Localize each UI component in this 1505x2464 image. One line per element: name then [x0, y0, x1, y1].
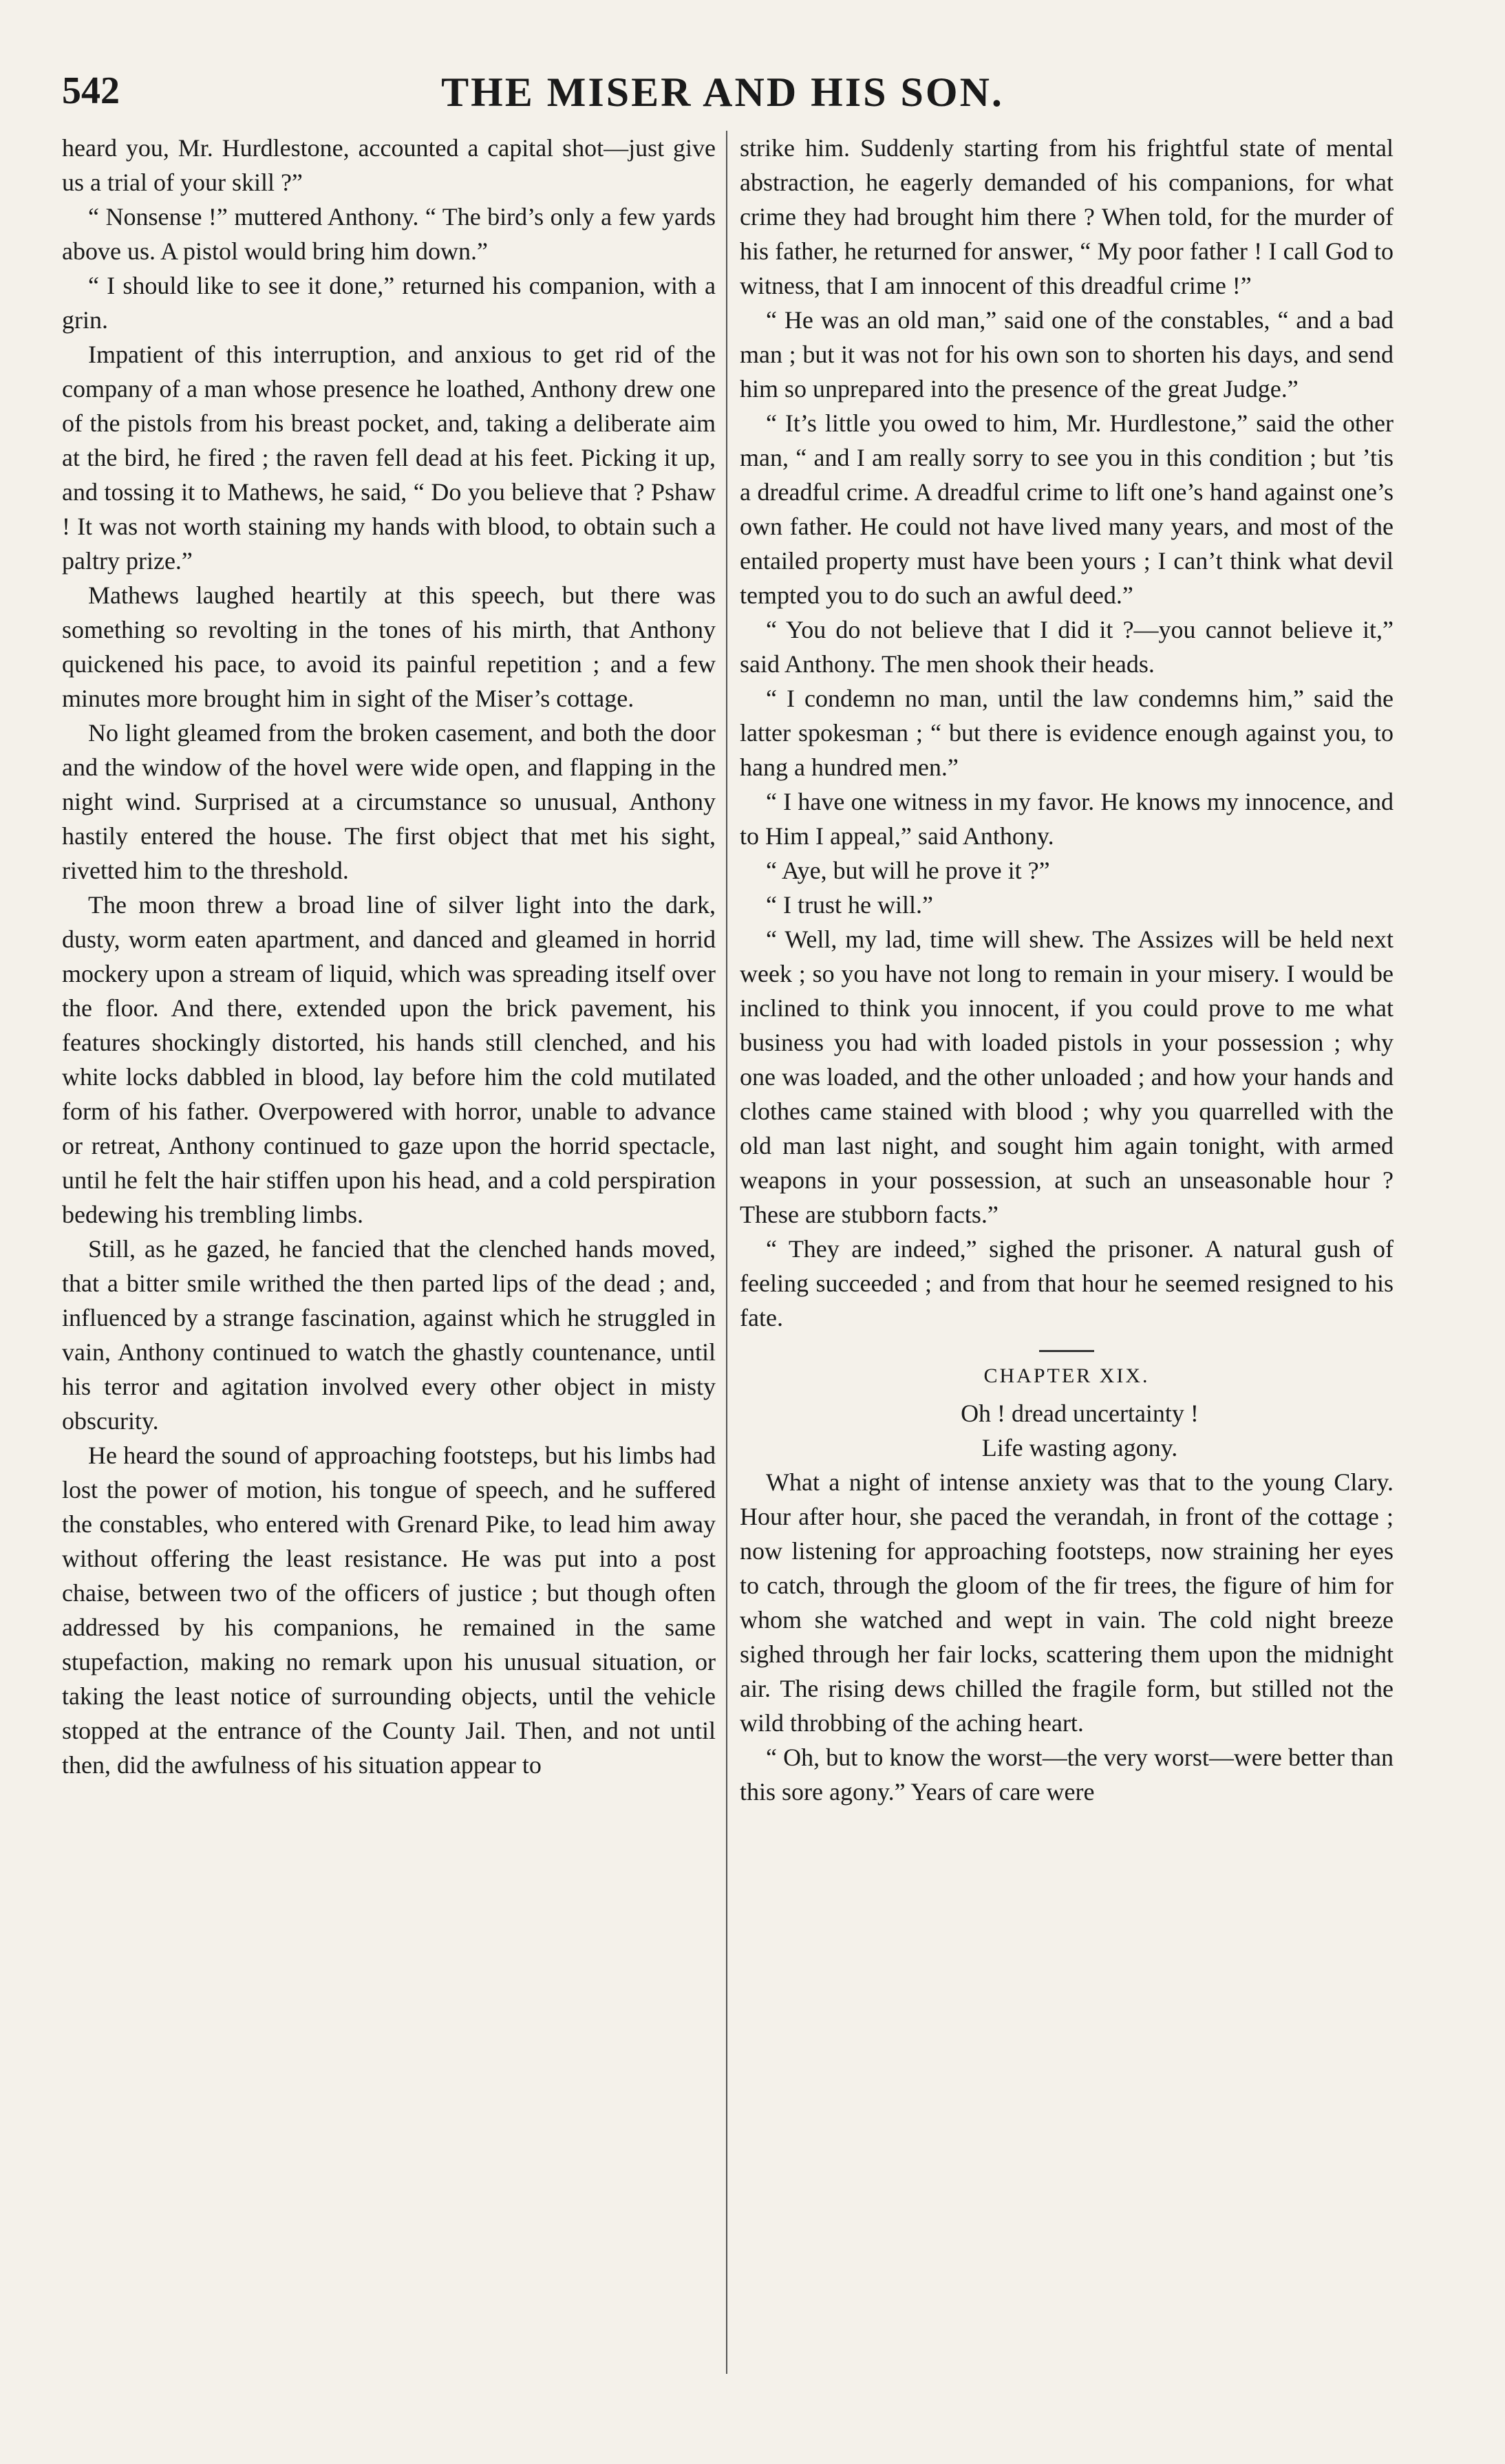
paragraph: Mathews laughed heartily at this speech, but there was something so revolting in the tones of his mirth, that Anthony quickened his pace, to avoid its painful repetition ; and a few minutes more brought him in sight of the Miser’s cottage. — [62, 581, 716, 712]
paragraph: “ I condemn no man, until the law condemns him,” said the latter spokesman ; “ but there is evidence enough against you, to hang a hundred men.” — [740, 685, 1394, 781]
paragraph: Impatient of this interruption, and anxious to get rid of the company of a man whose presence he loathed, Anthony drew one of the pistols from his breast pocket, and, taking a deliberate aim at the bird, he fired ; the raven fell dead at his feet. Picking it up, and tossing it to Mathews, he said, “ Do you believe that ? Pshaw ! It was not worth staining my hands with blood, to obtain such a paltry prize.” — [62, 341, 716, 575]
paragraph: “ Aye, but will he prove it ?” — [766, 857, 1050, 884]
left-column — [62, 131, 716, 1782]
paragraph: “ You do not believe that I did it ?—you cannot believe it,” said Anthony. The men shook their heads. — [740, 616, 1394, 678]
paragraph: He heard the sound of approaching footsteps, but his limbs had lost the power of motion, his tongue of speech, and he suffered the constables, who entered with Grenard Pike, to lead him away without offering the least resistance. He was put into a post chaise, between two of the officers of justice ; but though often addressed by his companions, he remained in the same stupefaction, making no remark upon his unusual situation, or taking the least notice of surrounding objects, until the vehicle stopped at the entrance of the County Jail. Then, and not until then, did the awfulness of his situation appear to — [62, 1442, 716, 1779]
chapter-heading: CHAPTER XIX. — [983, 1364, 1150, 1387]
paragraph: “ I trust he will.” — [766, 891, 933, 919]
paragraph: strike him. Suddenly starting from his frightful state of mental abstraction, he eagerly demanded of his companions, for what crime they had brought him there ? When told, for the murder of his father, he returned for answer, “ My poor father ! I call God to witness, that I am innocent of this dreadful crime !” — [740, 134, 1394, 299]
column-divider — [726, 131, 727, 2374]
paragraph: heard you, Mr. Hurdlestone, accounted a capital shot—just give us a trial of your skill ?” — [62, 134, 716, 196]
epigraph-line: Oh ! dread uncertainty ! — [961, 1400, 1199, 1427]
paragraph: “ I should like to see it done,” returned his companion, with a grin. — [62, 272, 716, 334]
epigraph-line: Life wasting agony. — [981, 1434, 1178, 1461]
right-column — [740, 131, 1394, 1809]
paragraph: “ He was an old man,” said one of the constables, “ and a bad man ; but it was not for his own son to shorten his days, and send him so unprepared into the presence of the great Judge.” — [740, 306, 1394, 403]
paragraph: “ Nonsense !” muttered Anthony. “ The bird’s only a few yards above us. A pistol would bring him down.” — [62, 203, 716, 265]
paragraph: “ Well, my lad, time will shew. The Assizes will be held next week ; so you have not long to remain in your misery. I would be inclined to think you innocent, if you could prove to me what business you had with loaded pistols in your possession ; why one was loaded, and the other unloaded ; and how your hands and clothes came stained with blood ; why you quarrelled with the old man last night, and sought him again tonight, with armed weapons in your possession, at such an unseasonable hour ? These are stubborn facts.” — [740, 925, 1394, 1228]
paragraph: “ Oh, but to know the worst—the very worst—were better than this sore agony.” Years of care were — [740, 1744, 1394, 1806]
running-title: THE MISER AND HIS SON. — [441, 69, 1004, 115]
paragraph: No light gleamed from the broken casement, and both the door and the window of the hovel were wide open, and flapping in the night wind. Surprised at a circumstance so unusual, Anthony hastily entered the house. The first object that met his sight, rivetted him to the threshold. — [62, 719, 716, 884]
paragraph: What a night of intense anxiety was that to the young Clary. Hour after hour, she paced the verandah, in front of the cottage ; now listening for approaching footsteps, now straining her eyes to catch, through the gloom of the fir trees, the figure of him for whom she watched and wept in vain. The cold night breeze sighed through her fair locks, scattering them upon the midnight air. The rising dews chilled the fragile form, but stilled not the wild throbbing of the aching heart. — [740, 1468, 1394, 1737]
book-page — [62, 48, 1394, 2401]
page-number: 542 — [62, 69, 120, 112]
paragraph: The moon threw a broad line of silver light into the dark, dusty, worm eaten apartment, and danced and gleamed in horrid mockery upon a stream of liquid, which was spreading itself over the floor. And there, extended upon the brick pavement, his features shockingly distorted, his hands still clenched, and his white locks dabbled in blood, lay before him the cold mutilated form of his father. Overpowered with horror, unable to advance or retreat, Anthony continued to gaze upon the horrid spectacle, until he felt the hair stiffen upon his head, and a cold perspiration bedewing his trembling limbs. — [62, 891, 716, 1228]
paragraph: “ It’s little you owed to him, Mr. Hurdlestone,” said the other man, “ and I am really sorry to see you in this condition ; but ’tis a dreadful crime. A dreadful crime to lift one’s hand against one’s own father. He could not have lived many years, and most of the entailed property must have been yours ; I can’t think what devil tempted you to do such an awful deed.” — [740, 409, 1394, 609]
paragraph: Still, as he gazed, he fancied that the clenched hands moved, that a bitter smile writhed the then parted lips of the dead ; and, influenced by a strange fascination, against which he struggled in vain, Anthony continued to watch the ghastly countenance, until his terror and agitation involved every other object in misty obscurity. — [62, 1235, 716, 1435]
paragraph: “ They are indeed,” sighed the prisoner. A natural gush of feeling succeeded ; and from that hour he seemed resigned to his fate. — [740, 1235, 1394, 1331]
paragraph: “ I have one witness in my favor. He knows my innocence, and to Him I appeal,” said Anthony. — [740, 788, 1394, 850]
section-separator — [1039, 1350, 1094, 1352]
